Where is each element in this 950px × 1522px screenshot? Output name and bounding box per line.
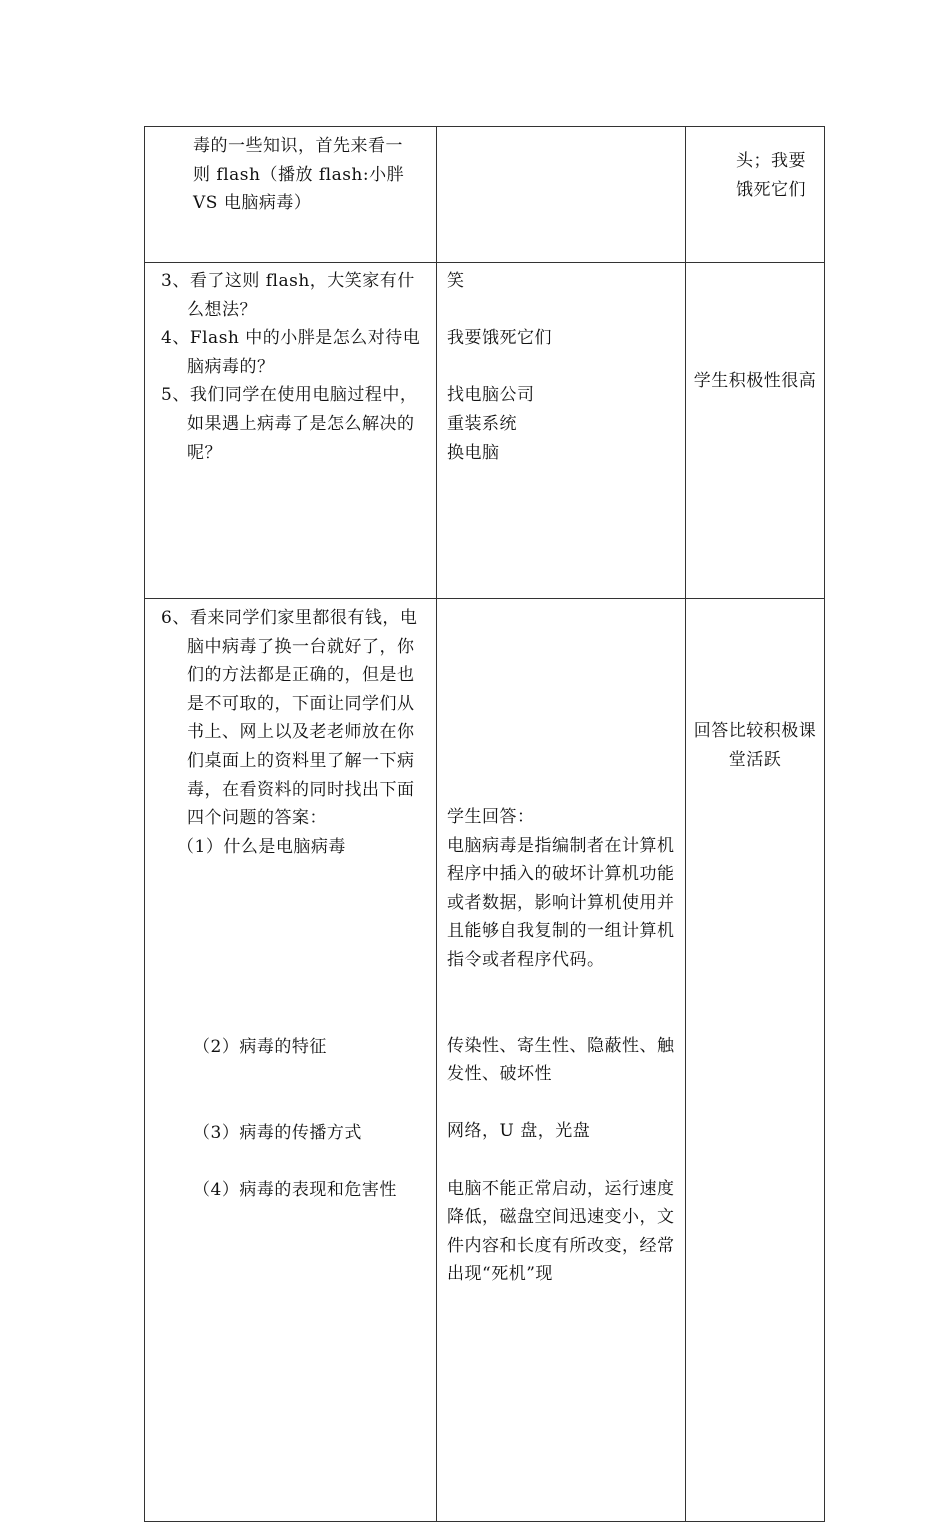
table-row bbox=[145, 127, 825, 263]
remark-line: 饿死它们 bbox=[736, 179, 806, 200]
student-activity-cell bbox=[437, 263, 686, 599]
teacher-activity-cell bbox=[145, 599, 437, 1522]
answer-3: 网络，U 盘，光盘 bbox=[447, 1121, 591, 1142]
answer-1: 电脑病毒是指编制者在计算机程序中插入的破坏计算机功能或者数据，影响计算机使用并且能够自我复制的一组计算机指令或者程序代码。 bbox=[447, 835, 675, 970]
remark-cell bbox=[686, 263, 825, 599]
remark-line: 头；我要 bbox=[736, 151, 806, 171]
answer-2: 传染性、寄生性、隐蔽性、触发性、破坏性 bbox=[447, 1035, 675, 1085]
answer-4: 电脑不能正常启动，运行速度降低，磁盘空间迅速变小，文件内容和长度有所改变，经常出现“死机”现 bbox=[447, 1178, 675, 1285]
sub-question-2: （2）病毒的特征 bbox=[193, 1037, 327, 1058]
remark-cell bbox=[686, 599, 825, 1522]
sub-question-3: （3）病毒的传播方式 bbox=[193, 1122, 362, 1143]
remark-cell bbox=[686, 127, 825, 263]
question-3: 3、看了这则 flash，大笑家有什么想法？ bbox=[161, 271, 415, 320]
answer-5-item: 重装系统 bbox=[447, 413, 517, 434]
teacher-activity-cell bbox=[145, 263, 437, 599]
text-line: 则 flash（播放 flash:小胖 bbox=[193, 164, 405, 185]
student-activity-cell bbox=[437, 599, 686, 1522]
answer-5-item: 换电脑 bbox=[447, 442, 500, 463]
student-activity-cell bbox=[437, 127, 686, 263]
table-row bbox=[145, 263, 825, 599]
answer-3: 笑 bbox=[447, 271, 465, 291]
teacher-activity-cell bbox=[145, 127, 437, 263]
answer-4: 我要饿死它们 bbox=[447, 328, 552, 349]
answer-intro: 学生回答： bbox=[447, 807, 535, 827]
question-5: 5、我们同学在使用电脑过程中，如果遇上病毒了是怎么解决的呢？ bbox=[161, 385, 418, 463]
text-line: 毒的一些知识，首先来看一 bbox=[193, 136, 403, 156]
remark-text: 回答比较积极课堂活跃 bbox=[693, 721, 817, 770]
question-6: 6、看来同学们家里都很有钱，电脑中病毒了换一台就好了，你们的方法都是正确的，但是也是不可取的，下面让同学们从书上、网上以及老老师放在你们桌面上的资料里了解一下病毒，在看资料的同时找出下面四个问题的答案： bbox=[161, 608, 418, 829]
sub-question-4: （4）病毒的表现和危害性 bbox=[193, 1180, 397, 1201]
table-row bbox=[145, 599, 825, 1522]
answer-5-item: 找电脑公司 bbox=[447, 385, 535, 406]
question-4: 4、Flash 中的小胖是怎么对待电脑病毒的？ bbox=[161, 328, 421, 377]
text-line: VS 电脑病毒） bbox=[193, 193, 312, 214]
sub-question-1: （1）什么是电脑病毒 bbox=[177, 836, 346, 857]
remark-text: 学生积极性很高 bbox=[693, 371, 817, 391]
lesson-plan-table bbox=[144, 126, 825, 1522]
